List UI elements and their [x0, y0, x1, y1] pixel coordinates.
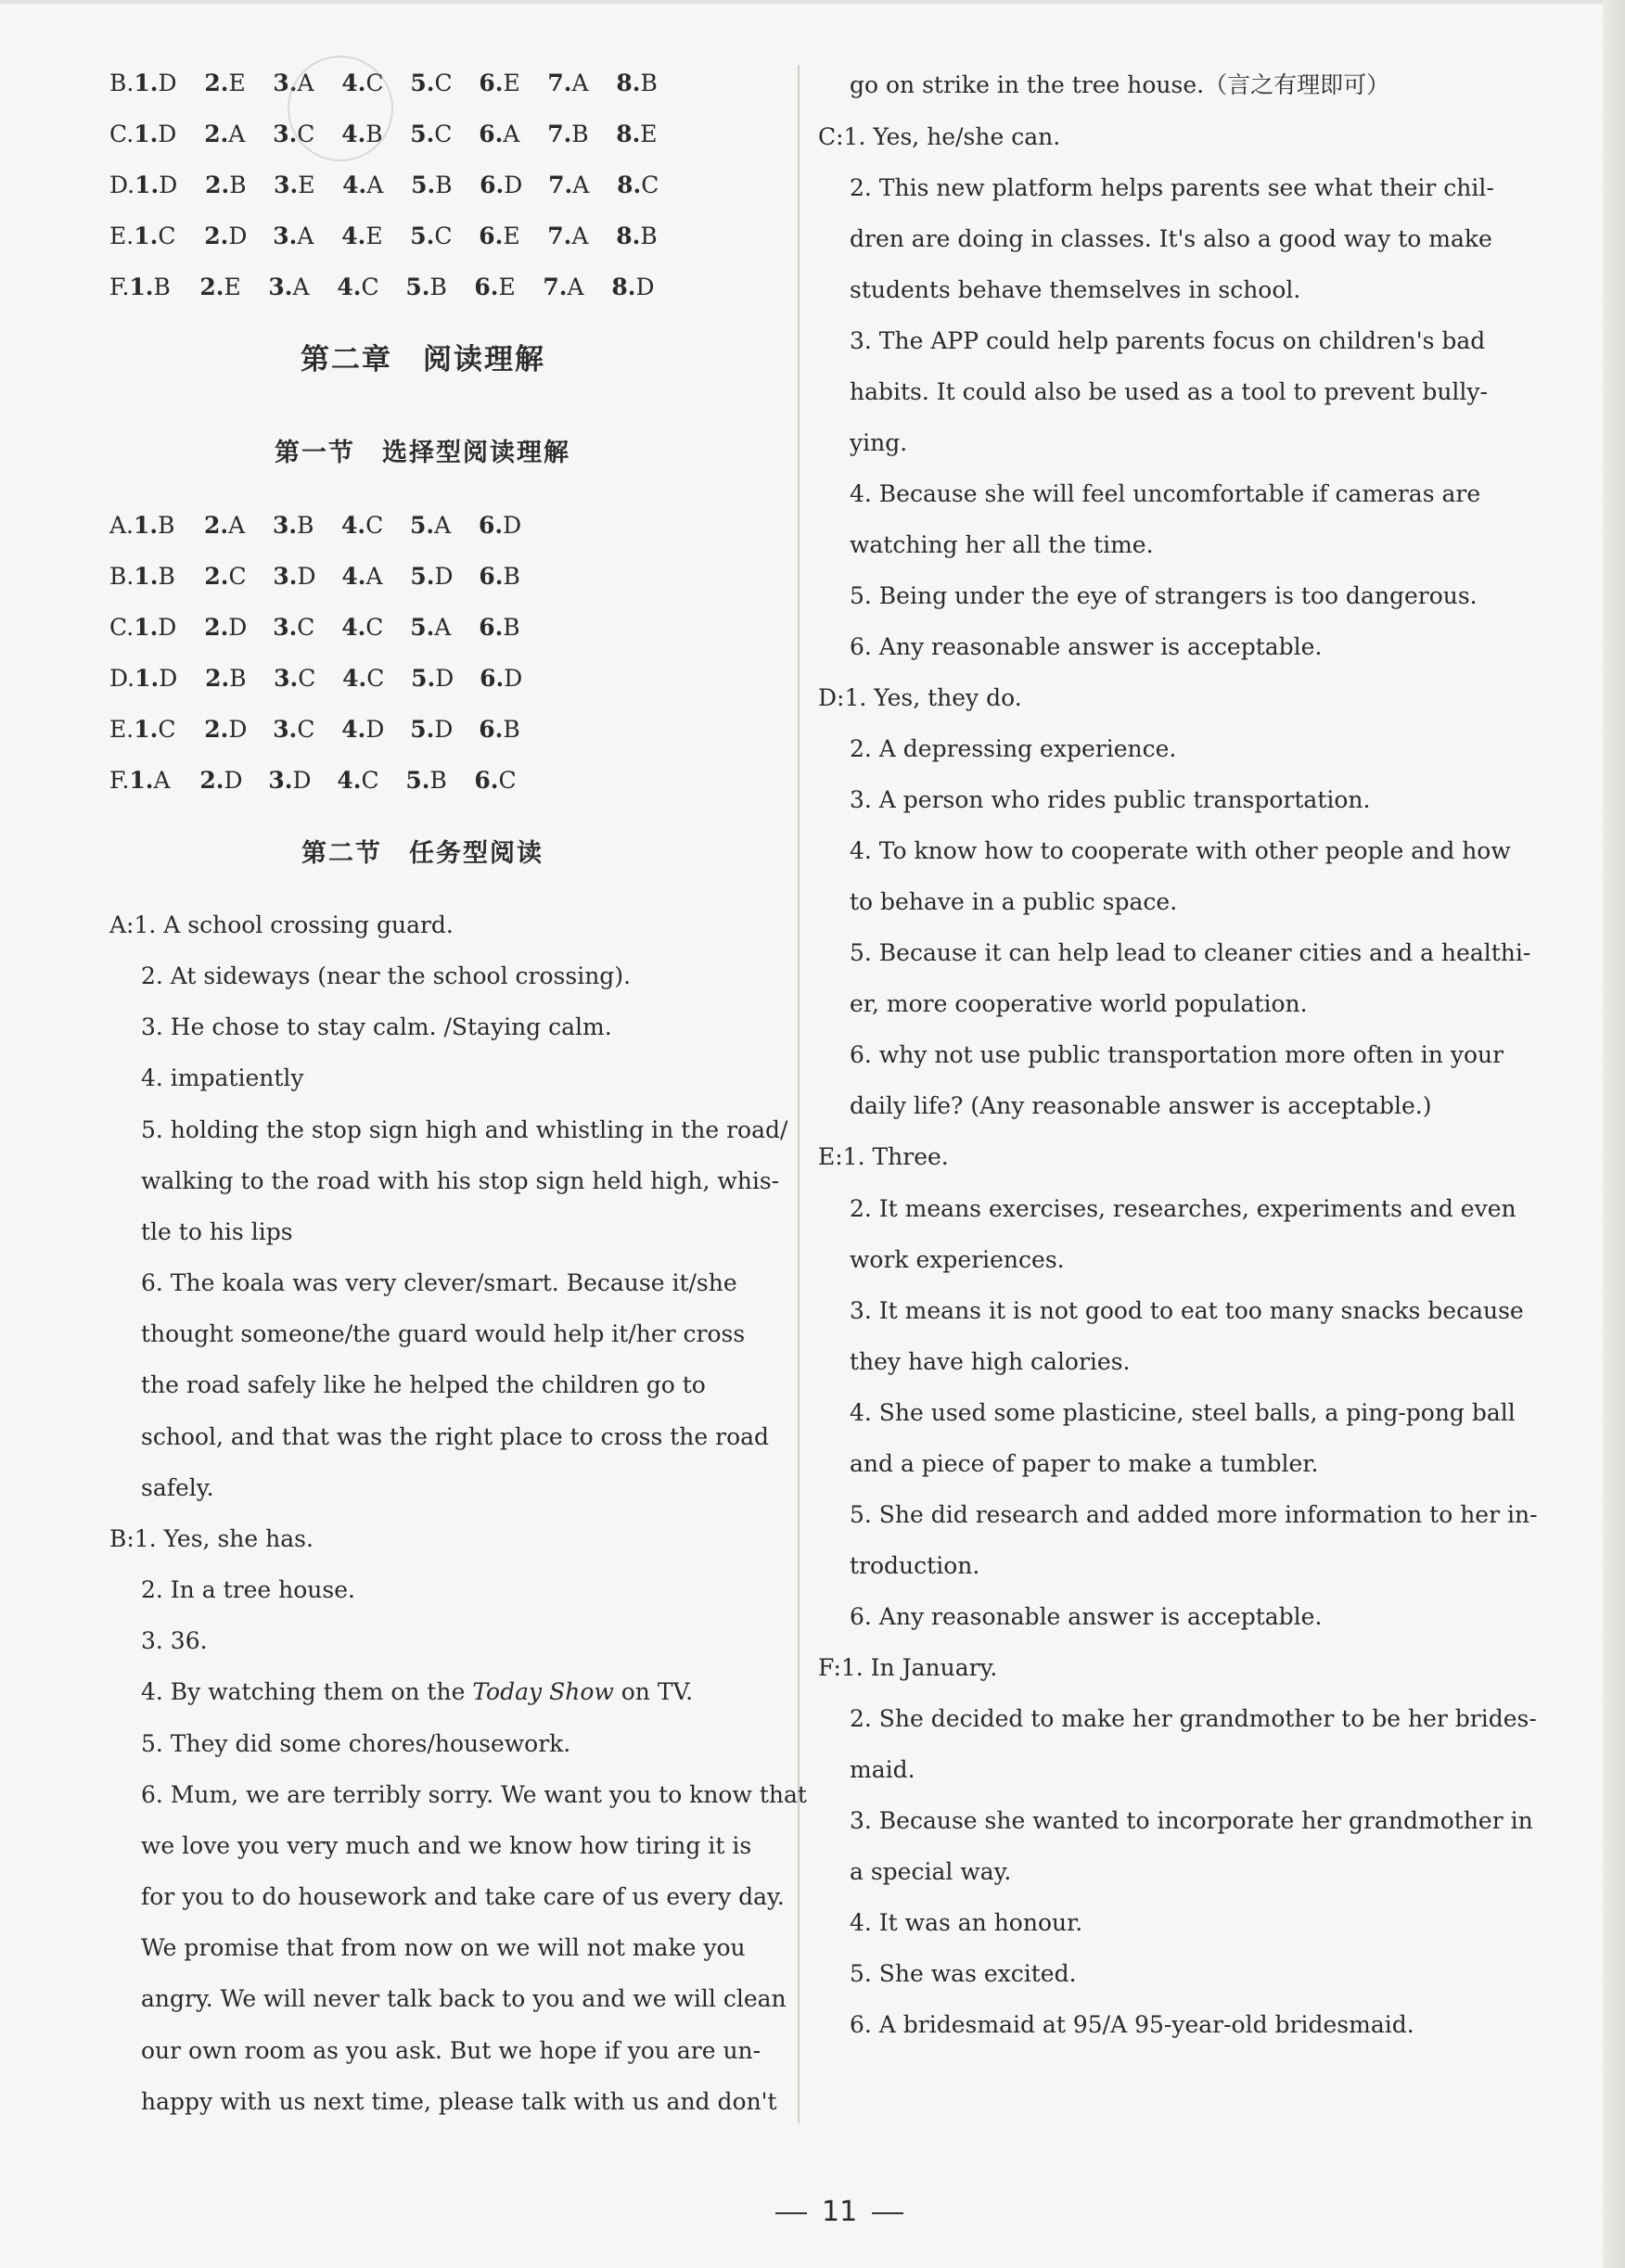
answer-text: 4. By watching them on the: [141, 1678, 473, 1705]
show-title-italic: Today Show: [472, 1678, 614, 1705]
answer-item: 5.A: [410, 614, 452, 641]
answer-line: dren are doing in classes. It's also a good way to make: [850, 225, 1492, 252]
answer-item: 3.A: [273, 70, 314, 96]
answer-item: 2.A: [204, 121, 246, 147]
page-number: [761, 2196, 918, 2228]
answer-item: 5.C: [410, 121, 453, 147]
answer-item: 2.C: [204, 563, 247, 590]
answer-line: habits. It could also be used as a tool to prevent bully-: [850, 378, 1488, 405]
answer-line: angry. We will never talk back to you and we will clean: [141, 1985, 787, 2012]
answer-row: [109, 271, 680, 304]
answer-item: 2.B: [205, 665, 247, 692]
answer-item: 5.A: [410, 512, 452, 539]
answer-item: 1.B: [129, 274, 171, 300]
answer-line: 3. The APP could help parents focus on children's bad: [850, 327, 1486, 354]
answer-line: 4. To know how to cooperate with other people and how: [850, 837, 1511, 864]
section2-title: 第二节 任务型阅读: [301, 839, 544, 868]
answer-item: 5.C: [410, 70, 453, 96]
answer-item: 3.D: [268, 767, 312, 794]
answer-line: for you to do housework and take care of us every day.: [141, 1883, 785, 1910]
answer-line: they have high calories.: [850, 1348, 1131, 1375]
section1-title: 第一节 选择型阅读理解: [275, 439, 570, 467]
answer-item: 4.B: [341, 121, 383, 147]
answer-line: thought someone/the guard would help it/her cross: [141, 1320, 746, 1347]
answer-item: 6.D: [479, 512, 522, 539]
answer-line: 6. A bridesmaid at 95/A 95-year-old bridesmaid.: [850, 2011, 1414, 2038]
answer-line: 6. Any reasonable answer is acceptable.: [850, 633, 1323, 660]
answer-item: 7.B: [547, 121, 589, 147]
answer-item: 1.D: [134, 172, 178, 198]
answer-item: 8.E: [616, 121, 658, 147]
answer-item: 1.B: [134, 512, 175, 539]
page-edge-shadow: [1603, 0, 1625, 2268]
answer-item: 3.B: [273, 512, 314, 539]
answer-item: 4.E: [341, 223, 383, 249]
answer-line: E:1. Three.: [818, 1143, 949, 1170]
answer-item: 5.C: [410, 223, 453, 249]
answer-line: daily life? (Any reasonable answer is acceptable.): [850, 1092, 1432, 1119]
answer-item: 5.B: [405, 274, 447, 300]
answer-item: 1.C: [134, 716, 176, 743]
answer-item: 1.A: [129, 767, 171, 794]
answer-line: 5. They did some chores/housework.: [141, 1730, 571, 1757]
answer-item: 1.D: [134, 614, 177, 641]
answer-line: 3. He chose to stay calm. /Staying calm.: [141, 1013, 612, 1040]
answer-row: [109, 713, 547, 746]
answer-item: 4.C: [337, 767, 379, 794]
row-label: F.: [109, 274, 130, 300]
chapter-title: 第二章 阅读理解: [301, 343, 545, 376]
answer-row: [109, 662, 548, 695]
answer-item: 4.A: [342, 172, 384, 198]
answer-item: 6.C: [474, 767, 517, 794]
answer-item: 4.C: [341, 614, 384, 641]
answer-line: happy with us next time, please talk with us and don't: [141, 2088, 777, 2115]
answer-line: 3. Because she wanted to incorporate her grandmother in: [850, 1807, 1533, 1834]
answer-item: 4.C: [337, 274, 379, 300]
answer-item: 4.C: [342, 665, 385, 692]
answer-line: and a piece of paper to make a tumbler.: [850, 1450, 1319, 1477]
answer-line: go on strike in the tree house.（言之有理即可）: [850, 71, 1390, 98]
answer-item: 5.B: [405, 767, 447, 794]
answer-item: 3.C: [273, 716, 315, 743]
answer-line: 5. She did research and added more information to her in-: [850, 1501, 1538, 1528]
answer-row: [109, 509, 547, 542]
answer-row: [109, 220, 685, 253]
row-label: A.: [109, 512, 134, 539]
answer-item: 6.E: [479, 223, 520, 249]
answer-item: 5.D: [410, 563, 454, 590]
answer-line: 2. A depressing experience.: [850, 735, 1177, 762]
row-label: F.: [109, 767, 130, 794]
answer-item: 2.D: [204, 614, 248, 641]
answer-line: 2. In a tree house.: [141, 1576, 355, 1603]
answer-row: [109, 560, 547, 593]
answer-line: 4. It was an honour.: [850, 1909, 1083, 1936]
answer-item: 7.A: [548, 172, 590, 198]
answer-line: work experiences.: [850, 1246, 1065, 1273]
answer-line: 4. Because she will feel uncomfortable if cameras are: [850, 480, 1481, 507]
answer-row: [109, 764, 543, 797]
answer-item: 4.C: [341, 512, 384, 539]
answer-line: we love you very much and we know how tiring it is: [141, 1832, 752, 1859]
answer-line: 6. why not use public transportation more often in your: [850, 1041, 1504, 1068]
answer-item: 6.B: [479, 563, 520, 590]
answer-item: 7.A: [547, 223, 589, 249]
answer-item: 3.C: [274, 665, 316, 692]
answer-item: 3.A: [268, 274, 310, 300]
answer-item: 4.C: [341, 70, 384, 96]
answer-line: 2. She decided to make her grandmother to be her brides-: [850, 1705, 1537, 1732]
answer-item: 6.A: [479, 121, 520, 147]
answer-item: 8.D: [611, 274, 655, 300]
answer-line: 4. She used some plasticine, steel balls, a ping-pong ball: [850, 1399, 1516, 1426]
answer-item: 3.C: [273, 121, 315, 147]
row-label: B.: [109, 70, 134, 96]
answer-line: 2. At sideways (near the school crossing).: [141, 962, 632, 989]
answer-line: safely.: [141, 1474, 214, 1501]
answer-item: 1.D: [134, 665, 178, 692]
answer-row: [109, 118, 685, 151]
answer-item: 5.D: [411, 665, 454, 692]
answer-item: 3.A: [273, 223, 314, 249]
answer-line: 3. It means it is not good to eat too many snacks because: [850, 1297, 1524, 1324]
answer-text: on TV.: [613, 1678, 694, 1705]
answer-line: 2. It means exercises, researches, experiments and even: [850, 1195, 1516, 1222]
answer-item: 1.D: [134, 121, 177, 147]
answer-item: 5.B: [411, 172, 453, 198]
row-label: C.: [109, 614, 134, 641]
answer-item: 6.D: [480, 665, 523, 692]
answer-item: 1.C: [134, 223, 176, 249]
answer-item: 5.D: [410, 716, 454, 743]
page-top-rule: [0, 0, 1625, 4]
answer-item: 2.D: [199, 767, 243, 794]
row-label: D.: [109, 172, 135, 198]
answer-line: students behave themselves in school.: [850, 276, 1301, 303]
answer-line: troduction.: [850, 1552, 980, 1579]
row-label: D.: [109, 665, 135, 692]
answer-line: [141, 1676, 693, 1709]
answer-line: a special way.: [850, 1858, 1012, 1885]
answer-line: F:1. In January.: [818, 1654, 998, 1681]
answer-item: 4.A: [341, 563, 383, 590]
answer-item: 7.A: [547, 70, 589, 96]
answer-item: 7.A: [543, 274, 584, 300]
answer-item: 2.E: [204, 70, 246, 96]
answer-item: 8.B: [616, 70, 658, 96]
answer-line: the road safely like he helped the children go to: [141, 1371, 706, 1398]
answer-item: 1.B: [134, 563, 175, 590]
answer-line: 5. Being under the eye of strangers is too dangerous.: [850, 582, 1478, 609]
answer-line: 5. holding the stop sign high and whistling in the road/: [141, 1116, 788, 1143]
column-divider: [798, 65, 800, 2123]
answer-line: walking to the road with his stop sign held high, whis-: [141, 1167, 780, 1194]
answer-line: C:1. Yes, he/she can.: [818, 123, 1061, 150]
answer-item: 1.D: [134, 70, 177, 96]
answer-item: 3.D: [273, 563, 316, 590]
answer-line: 5. Because it can help lead to cleaner cities and a healthi-: [850, 939, 1531, 966]
answer-item: 3.C: [273, 614, 315, 641]
answer-item: 8.B: [616, 223, 658, 249]
answer-item: 6.E: [479, 70, 520, 96]
answer-line: to behave in a public space.: [850, 888, 1178, 915]
answer-item: 8.C: [617, 172, 659, 198]
answer-line: We promise that from now on we will not make you: [141, 1934, 746, 1961]
answer-line: ying.: [850, 429, 908, 456]
answer-row: [109, 169, 685, 202]
row-label: B.: [109, 563, 134, 590]
answer-item: 6.B: [479, 716, 520, 743]
answer-line: 2. This new platform helps parents see what their chil-: [850, 174, 1494, 201]
answer-line: tle to his lips: [141, 1218, 293, 1245]
answer-row: [109, 67, 685, 100]
answer-line: er, more cooperative world population.: [850, 990, 1308, 1017]
answer-row: [109, 611, 547, 644]
answer-item: 2.D: [204, 223, 248, 249]
answer-line: 3. 36.: [141, 1627, 208, 1654]
answer-item: 2.A: [204, 512, 246, 539]
answer-line: 5. She was excited.: [850, 1960, 1077, 1987]
answer-line: school, and that was the right place to cross the road: [141, 1423, 770, 1450]
answer-item: 3.E: [274, 172, 315, 198]
answer-item: 2.B: [205, 172, 247, 198]
page-number-value: 11: [822, 2196, 858, 2228]
answer-line: 6. Mum, we are terribly sorry. We want you to know that: [141, 1781, 807, 1808]
page-number-dash: [775, 2212, 807, 2214]
answer-line: 3. A person who rides public transportation.: [850, 786, 1371, 813]
answer-line: maid.: [850, 1756, 915, 1783]
row-label: E.: [109, 716, 134, 743]
answer-item: 6.B: [479, 614, 520, 641]
answer-line: 6. The koala was very clever/smart. Because it/she: [141, 1269, 737, 1296]
watermark-stamp: [288, 56, 393, 161]
answer-line: 6. Any reasonable answer is acceptable.: [850, 1603, 1323, 1630]
answer-line: watching her all the time.: [850, 531, 1154, 558]
answer-line: our own room as you ask. But we hope if you are un-: [141, 2037, 761, 2064]
page-number-dash: [872, 2212, 903, 2214]
answer-item: 6.D: [480, 172, 523, 198]
answer-line: D:1. Yes, they do.: [818, 684, 1022, 711]
row-label: C.: [109, 121, 134, 147]
answer-line: A:1. A school crossing guard.: [109, 911, 454, 938]
answer-item: 6.E: [474, 274, 516, 300]
answer-line: 4. impatiently: [141, 1064, 304, 1091]
answer-line: B:1. Yes, she has.: [109, 1525, 313, 1552]
answer-item: 2.E: [199, 274, 241, 300]
answer-item: 2.D: [204, 716, 248, 743]
row-label: E.: [109, 223, 134, 249]
answer-item: 4.D: [341, 716, 385, 743]
